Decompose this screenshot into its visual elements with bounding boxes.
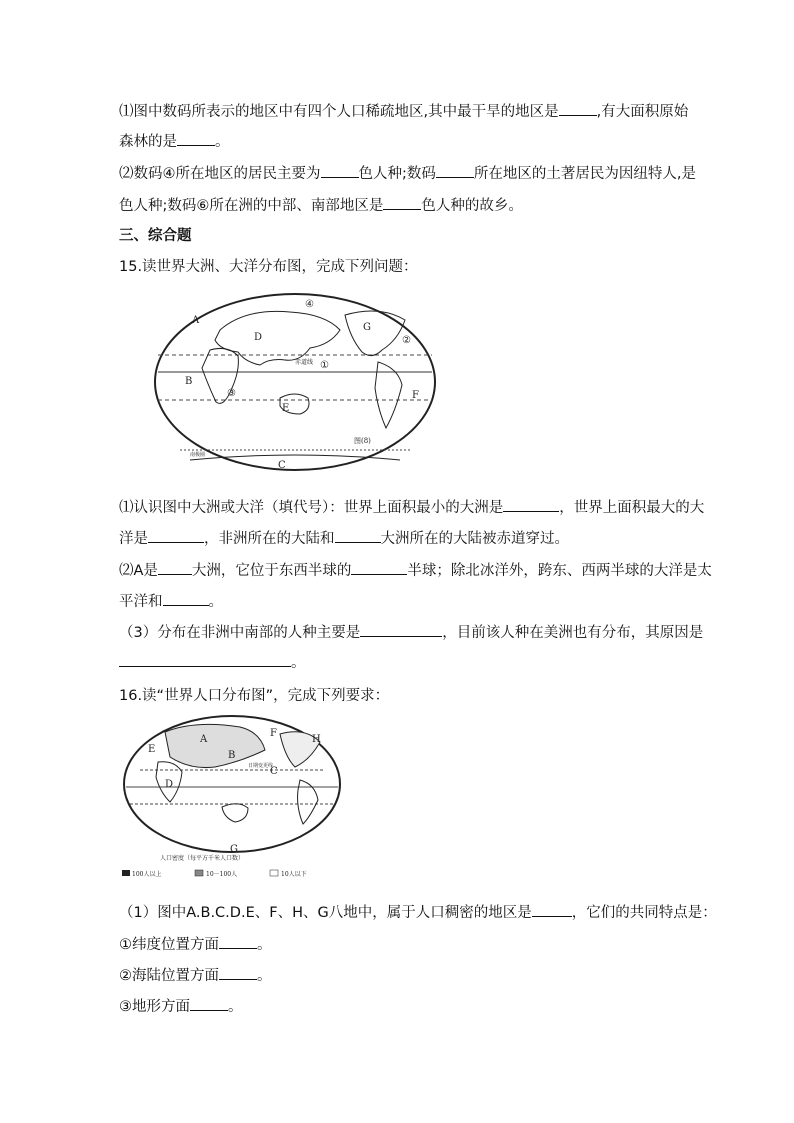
map-label-equator: 赤道线 bbox=[295, 359, 314, 366]
answer-blank[interactable] bbox=[158, 560, 192, 575]
pop-map-label-E: E bbox=[148, 744, 156, 755]
answer-blank[interactable] bbox=[436, 163, 474, 178]
answer-blank[interactable] bbox=[219, 965, 257, 980]
pop-map-legend-title: 人口密度（每平方千米人口数） bbox=[160, 855, 245, 862]
answer-blank[interactable] bbox=[219, 934, 257, 949]
answer-blank[interactable] bbox=[351, 560, 407, 575]
map-label-polar: 南极圈 bbox=[190, 452, 206, 458]
answer-blank[interactable] bbox=[503, 497, 559, 512]
q14-part1-line2: 森林的是 。 bbox=[119, 131, 230, 152]
pop-map-label-H: H bbox=[312, 734, 321, 745]
pop-map-label-date-line: 日期变更线 bbox=[248, 763, 274, 769]
pop-map-label-C: C bbox=[270, 766, 278, 777]
q15-s1-line1: ⑴认识图中大洲或大洋（填代号）：世界上面积最小的大洲是 ，世界上面积最大的大 bbox=[119, 497, 704, 518]
map-label-figure: 图(8) bbox=[354, 437, 371, 445]
map-label-G: G bbox=[363, 322, 371, 333]
map-label-B: B bbox=[185, 376, 193, 387]
q16-s2-line: ①纬度位置方面 。 bbox=[119, 934, 272, 955]
q15-s2-line1: ⑵A是 大洲，它位于东西半球的 半球；除北冰洋外，跨东、西两半球的大洋是太 bbox=[119, 560, 712, 581]
legend-medium-label: 10－100人 bbox=[206, 871, 238, 878]
answer-blank[interactable] bbox=[177, 131, 215, 146]
map-label-1: ① bbox=[320, 360, 329, 371]
map-label-D: D bbox=[254, 332, 263, 343]
answer-blank[interactable] bbox=[532, 902, 572, 917]
map-label-C: C bbox=[278, 460, 286, 471]
answer-blank[interactable] bbox=[383, 195, 421, 210]
answer-blank[interactable] bbox=[360, 622, 442, 637]
answer-blank[interactable] bbox=[335, 528, 381, 543]
answer-blank[interactable] bbox=[163, 591, 209, 606]
legend-sparse-label: 10人以下 bbox=[281, 871, 307, 878]
q15-title: 15.读世界大洲、大洋分布图，完成下列问题： bbox=[119, 259, 418, 275]
pop-map-label-F: F bbox=[270, 728, 277, 739]
answer-blank[interactable] bbox=[559, 101, 597, 116]
answer-blank[interactable] bbox=[119, 652, 291, 667]
legend-medium-swatch bbox=[195, 870, 203, 876]
continents-map-svg bbox=[150, 290, 440, 475]
q14-part2-line1: ⑵数码④所在地区的居民主要为 色人种;数码 所在地区的土著居民为因纽特人,是 bbox=[119, 163, 696, 184]
pop-map-label-A: A bbox=[200, 734, 208, 745]
map-label-F: F bbox=[412, 390, 419, 401]
map-label-A: A bbox=[192, 315, 200, 326]
map-label-2: ② bbox=[402, 335, 411, 346]
pop-map-label-B: B bbox=[228, 750, 236, 761]
pop-map-label-D: D bbox=[165, 779, 174, 790]
answer-blank[interactable] bbox=[190, 996, 228, 1011]
q14-part2-line2: 色人种;数码⑥所在洲的中部、南部地区是 色人种的故乡。 bbox=[119, 195, 523, 216]
map-label-4: ④ bbox=[305, 299, 314, 310]
pop-map-label-G: G bbox=[230, 844, 238, 855]
q15-s3-line1: （3）分布在非洲中南部的人种主要是 ，目前该人种在美洲也有分布，其原因是 bbox=[119, 622, 703, 643]
q15-s1-line2: 洋是 ，非洲所在的大陆和 大洲所在的大陆被赤道穿过。 bbox=[119, 528, 569, 549]
q16-s4-line: ③地形方面 。 bbox=[119, 996, 243, 1017]
map-label-E: E bbox=[282, 403, 290, 414]
q15-s2-line2: 平洋和 。 bbox=[119, 591, 223, 612]
population-map-svg bbox=[120, 712, 345, 884]
world-population-map bbox=[120, 712, 345, 884]
legend-dense-label: 100人以上 bbox=[132, 871, 162, 878]
q16-s1-line: （1）图中A.B.C.D.E、F、H、G八地中，属于人口稠密的地区是 ，它们的共同特点是： bbox=[119, 902, 717, 923]
answer-blank[interactable] bbox=[321, 163, 359, 178]
map-label-3: ③ bbox=[227, 388, 236, 399]
answer-blank[interactable] bbox=[148, 528, 204, 543]
q14-part1-line1: ⑴图中数码所表示的地区中有四个人口稀疏地区,其中最干旱的地区是 ,有大面积原始 bbox=[119, 101, 688, 122]
legend-sparse-swatch bbox=[270, 870, 278, 876]
q16-title: 16.读“世界人口分布图”，完成下列要求： bbox=[119, 688, 390, 704]
q16-s3-line: ②海陆位置方面 。 bbox=[119, 965, 272, 986]
legend-dense-swatch bbox=[122, 870, 130, 876]
section-title: 三、综合题 bbox=[119, 228, 192, 244]
q15-s3-line2: 。 bbox=[119, 652, 306, 673]
world-continents-map bbox=[150, 290, 440, 475]
